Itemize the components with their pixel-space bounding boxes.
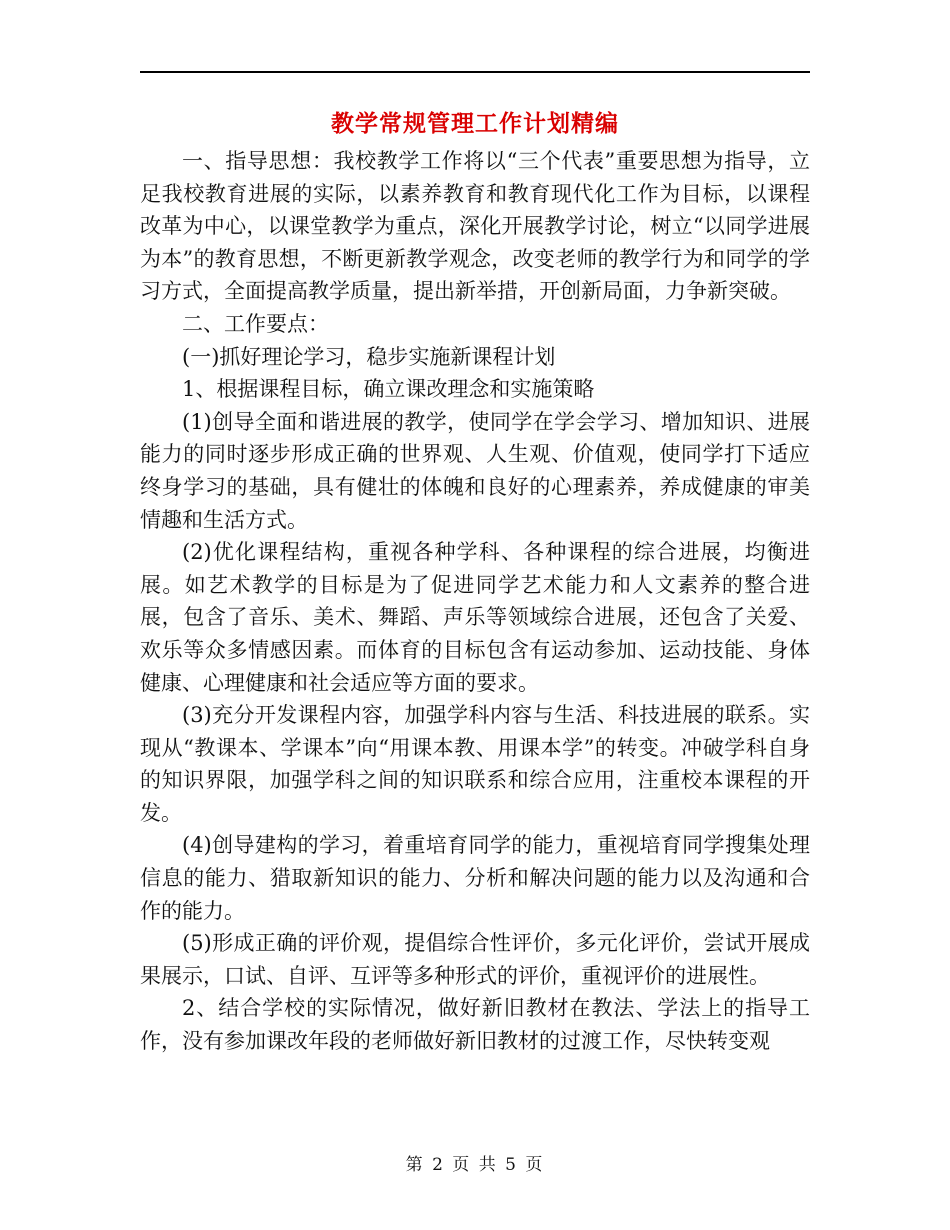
document-body bbox=[140, 145, 810, 1058]
paragraph-item-1-1: (1)创导全面和谐进展的教学，使同学在学会学习、增加知识、进展能力的同时逐步形成正确的世界观、人生观、价值观，使同学打下适应终身学习的基础，具有健壮的体魄和良好的心理素养，养成健康的审美情趣和生活方式。 bbox=[140, 409, 810, 532]
paragraph-item-2: 2、结合学校的实际情况，做好新旧教材在教法、学法上的指导工作，没有参加课改年段的老师做好新旧教材的过渡工作，尽快转变观 bbox=[140, 996, 810, 1054]
paragraph-work-points-heading: 二、工作要点： bbox=[182, 311, 329, 336]
paragraph-section-1-heading: (一)抓好理论学习，稳步实施新课程计划 bbox=[182, 344, 556, 369]
paragraph-item-1-4: (4)创导建构的学习，着重培育同学的能力，重视培育同学搜集处理信息的能力、猎取新知识的能力、分析和解决问题的能力以及沟通和合作的能力。 bbox=[140, 833, 810, 923]
paragraph-item-1-3: (3)充分开发课程内容，加强学科内容与生活、科技进展的联系。实现从“教课本、学课本”向“用课本教、用课本学”的转变。冲破学科自身的知识界限，加强学科之间的知识联系和综合应用，注重校本课程的开发。 bbox=[140, 703, 810, 825]
paragraph-item-1-2: (2)优化课程结构，重视各种学科、各种课程的综合进展，均衡进展。如艺术教学的目标是为了促进同学艺术能力和人文素养的整合进展，包含了音乐、美术、舞蹈、声乐等领域综合进展，还包含了关爱、欢乐等众多情感因素。而体育的目标包含有运动参加、运动技能、身体健康、心理健康和社会适应等方面的要求。 bbox=[140, 540, 810, 695]
page-number: 第 2 页 共 5 页 bbox=[405, 1155, 545, 1175]
paragraph-item-1-5: (5)形成正确的评价观，提倡综合性评价，多元化评价，尝试开展成果展示，口试、自评、互评等多种形式的评价，重视评价的进展性。 bbox=[140, 931, 810, 988]
paragraph-guiding-ideology: 一、指导思想：我校教学工作将以“三个代表”重要思想为指导，立足我校教育进展的实际，以素养教育和教育现代化工作为目标，以课程改革为中心，以课堂教学为重点，深化开展教学讨论，树立“以同学进展为本”的教育思想，不断更新教学观念，改变老师的教学行为和同学的学习方式，全面提高教学质量，提出新举措，开创新局面，力争新突破。 bbox=[140, 149, 810, 304]
document-title: 教学常规管理工作计划精编 bbox=[331, 110, 619, 137]
paragraph-item-1-heading: 1、根据课程目标，确立课改理念和实施策略 bbox=[182, 377, 595, 402]
header-rule bbox=[140, 71, 810, 73]
